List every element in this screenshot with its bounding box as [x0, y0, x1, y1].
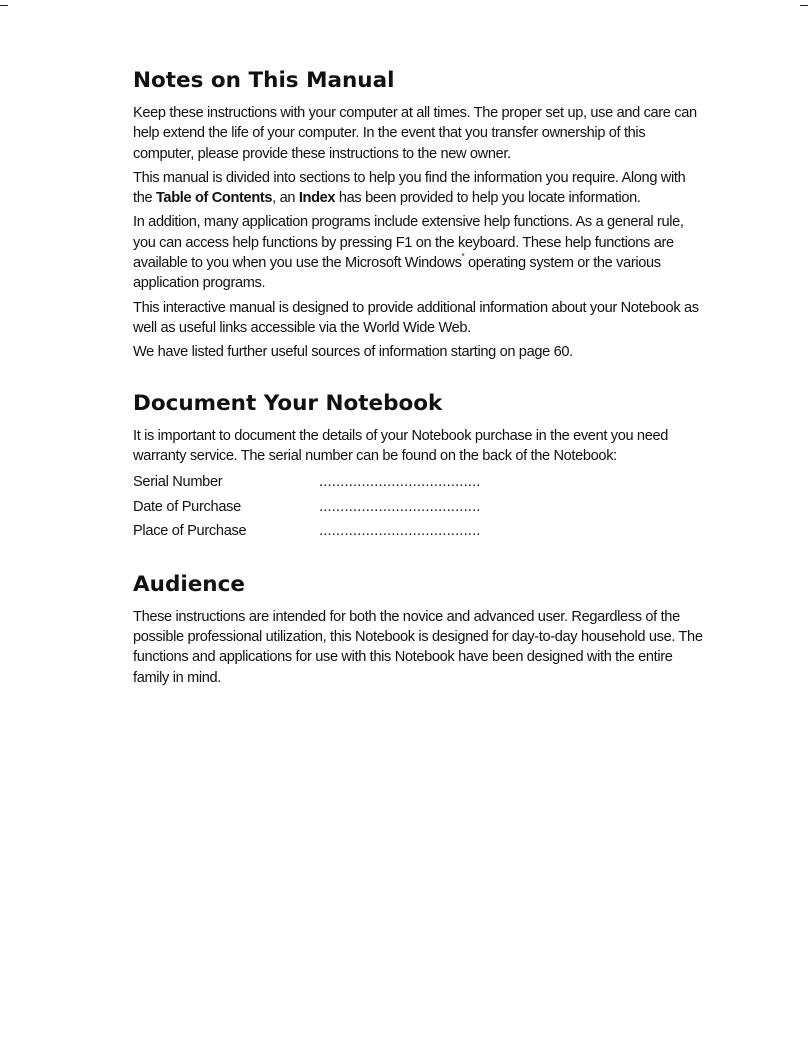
crop-mark-left: [0, 5, 8, 6]
text-index: Index: [298, 190, 336, 207]
text-table-of-contents: Table of Contents: [155, 190, 273, 207]
text: This manual is divided into sections to help you find the information you require. Along with the: [133, 169, 686, 207]
paragraph-interactive-manual: This interactive manual is designed to provide additional information about your Notebook as well as useful links accessible via the World Wide Web.: [133, 299, 699, 336]
text: , an: [272, 190, 299, 207]
field-label: Place of Purchase: [133, 523, 247, 540]
trademark-asterisk: *: [461, 252, 465, 262]
heading-document-your-notebook: Document Your Notebook: [133, 390, 443, 416]
field-row-serial-number: [133, 470, 703, 495]
text: operating system or the various application programs.: [133, 255, 661, 292]
field-label: Date of Purchase: [133, 498, 241, 515]
text: has been provided to help you locate information.: [335, 190, 641, 207]
purchase-record-form: [133, 470, 703, 544]
paragraph-document-details: It is important to document the details of your Notebook purchase in the event you need warranty service. The serial number can be found on the back of the Notebook:: [133, 427, 668, 464]
field-row-date-of-purchase: [133, 495, 703, 520]
paragraph-further-sources: We have listed further useful sources of information starting on page 60.: [133, 344, 573, 361]
paragraph-keep-instructions: Keep these instructions with your computer at all times. The proper set up, use and care can help extend the life of your computer. In the event that you transfer ownership of this computer, please provide these instructions to the new owner.: [133, 105, 697, 162]
paragraph-manual-sections: [133, 168, 703, 209]
field-row-place-of-purchase: [133, 519, 703, 544]
paragraph-audience: These instructions are intended for both the novice and advanced user. Regardless of the possible professional utilization, this Notebook is designed for day-to-day household use. The functions and applications for use with this Notebook have been designed with the entire family in mind.: [133, 608, 703, 686]
heading-audience: Audience: [133, 571, 245, 597]
manual-page: [133, 66, 703, 692]
heading-notes-on-this-manual: Notes on This Manual: [133, 68, 395, 93]
paragraph-help-functions: [133, 212, 703, 293]
field-label: Serial Number: [133, 474, 223, 491]
field-blank-line: ......................................: [319, 498, 481, 515]
field-blank-line: ......................................: [319, 474, 481, 491]
field-blank-line: ......................................: [319, 523, 481, 540]
text: In addition, many application programs include extensive help functions. As a general rule, you can access help functions by pressing F1 on the keyboard. These help functions are available to you when you use the Microsoft Windows: [133, 214, 684, 272]
crop-mark-right: [800, 5, 808, 6]
